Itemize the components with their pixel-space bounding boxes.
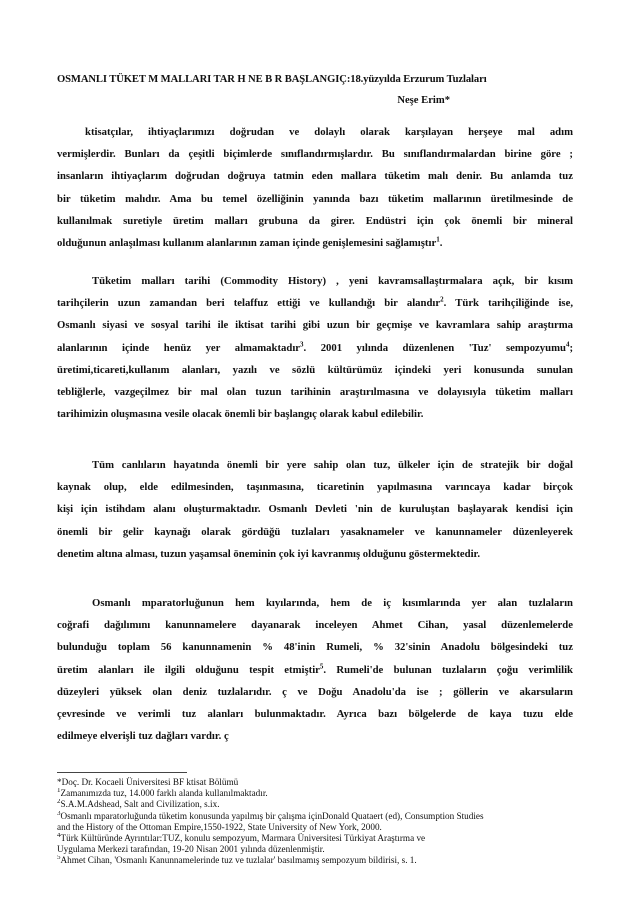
paragraph-line: Tüm canlıların hayatında önemli bir yere sahip olan tuz, ülkeler için de stratejik bir doğal [92,459,573,471]
author-name: Neşe Erim* [397,95,450,106]
paragraph-line: kaynak olup, elde edilmesinden, taşınmasına, ticaretinin yapılmasına varıncaya kadar birçok [57,481,573,494]
line-text: üretim alanları ile ilgili olduğunu tespit etmiştir [57,663,320,676]
document-title: OSMANLI TÜKET M MALLARI TAR H NE B R BAŞLANGIÇ:18.yüzyılda Erzurum Tuzlaları [57,74,487,85]
footnote: Uygulama Merkezi tarafından, 19-20 Nisan 2001 yılında düzenlenmiştir. [57,844,325,855]
footnote-ref: 2 [440,295,444,304]
paragraph-4 [57,592,573,747]
footnote [57,811,587,822]
footnote-mark: 2 [57,799,61,806]
paragraph-line [57,292,573,314]
line-text: tarihçilerin uzun zamandan beri telaffuz ettiği ve kullandığı bir alandır [57,297,441,310]
footnote-ref: 1 [436,235,440,244]
paragraph-line [57,337,573,359]
footnote-ref: 4 [565,340,570,348]
footnote-mark: 5 [57,855,61,862]
paragraph-line: coğrafi dağılımını kanunnamelere dayanarak inceleyen Ahmet Cihan, yasal düzenlemelerde [57,619,573,632]
paragraph-1 [57,121,573,254]
paragraph-line: denetim altına alması, tuzun yaşamsal öneminin çok iyi kavranmış olduğunu göstermektedir. [57,547,480,560]
paragraph-line: Tüketim malları tarihi (Commodity History) , yeni kavramsallaştırmalara açık, bir kısım [92,275,573,287]
paragraph-line: tebliğlerle, vazgeçilmez bir mal olan tuzun tarihinin araştırılmasına ve dolayısıyla tüketim malları [57,385,573,398]
line-text: alanlarının içinde henüz yer almamaktadır [57,341,301,354]
paragraph-line: vermişlerdir. Bunları da çeşitli biçimlerde sınıflandırmışlardır. Bu sınıflandırmalardan birine göre ; [57,148,573,161]
line-text: ; [569,341,573,354]
footnote [57,855,587,866]
footnote-text: Türk Kültüründe Ayrıntılar:TUZ, konulu sempozyum, Marmara Üniversitesi Türkiyat Araştırma ve [60,833,426,844]
paragraph-line: önemli bir gelir kaynağı olarak gördüğü tuzlaları yasaknameler ve kanunnameler düzenleyerek [57,525,573,538]
line-text: . 2001 yılında düzenlenen 'Tuz' sempozyumu [303,341,566,354]
paragraph-line: üretimi,ticareti,kullanım alanları, yazılı ve sözlü kültürümüz içindeki yeri konusunda sunulan [57,363,573,376]
paragraph-line [57,659,573,681]
paragraph-line: düzeyleri yüksek olan deniz tuzlalarıdır. ç ve Doğu Anadolu'da ise ; göllerin ve akarsuların [57,685,573,698]
paragraph-line: Osmanlı mparatorluğunun hem kıyılarında, hem de iç kısımlarında yer alan tuzlaların [92,597,573,609]
paragraph-line: tarihimizin oluşmasına vesile olacak önemli bir başlangıç olarak kabul edilebilir. [57,408,424,421]
paragraph-line: kullanılmak suretiyle üretim malları grubuna da girer. Endüstri için çok önemli bir mineral [57,214,573,227]
paragraph-line: bulunduğu toplam 56 kanunnamenin % 48'inin Rumeli, % 32'sinin Anadolu bölgesindeki tuz [57,641,573,654]
footnote-text: Osmanlı mparatorluğunda tüketim konusunda yapılmış bir çalışma içinDonald Quataert (ed), Consumption Studies [60,810,484,821]
paragraph-2 [57,270,573,425]
paragraph-3 [57,454,573,565]
line-text: olduğunun anlaşılması kullanım alanlarının zaman içinde genişlemesini sağlamıştır [57,236,437,249]
paragraph-line: çevresinde ve verimli tuz alanları bulunmaktadır. Ayrıca bazı bölgelerde de kaya tuzu elde [57,707,573,720]
footnote: and the History of the Ottoman Empire,1550-1922, State University of New York, 2000. [57,821,382,832]
footnote-mark: 3 [57,810,61,817]
paragraph-line: insanların ihtiyaçlarım doğrudan doğruya tatmin eden mallara tüketim malı denir. Bu anlamda tuz [57,170,573,183]
footnote-divider [57,772,187,773]
footnote-text: S.A.M.Adshead, Salt and Civilization, s.ix. [60,799,220,810]
footnote-text: Ahmet Cihan, 'Osmanlı Kanunnamelerinde tuz ve tuzlalar' basılmamış sempozyum bildirisi, s. 1. [60,855,417,866]
line-text: . Türk tarihçiliğinde ise, [443,297,573,310]
footnote [57,833,587,844]
footnote [57,799,587,810]
paragraph-line: kişi için istihdam alanı oluşturmaktadır. Osmanlı Devleti 'nin de kuruluştan başlayarak kendisi için [57,503,573,516]
footnote-mark: 4 [57,833,61,839]
footnote-mark: 1 [57,788,61,795]
paragraph-line: Osmanlı siyasi ve sosyal tarihi ile iktisat tarihi gibi uzun bir geçmişe ve kavramlara sahip araştırma [57,319,573,332]
paragraph-line: ktisatçılar, ihtiyaçlarımızı doğrudan ve dolaylı olarak karşılayan herşeye mal adım [85,126,573,138]
footnote [57,788,587,799]
paragraph-line [57,232,573,254]
footnote-ref: 3 [300,340,304,348]
paragraph-line: edilmeye elverişli tuz dağları vardır. ç [57,730,229,743]
footnote: *Doç. Dr. Kocaeli Üniversitesi BF ktisat Bölümü [57,777,239,787]
paragraph-line: bir tüketim malıdır. Ama bu temel özelliğinin yanında bazı tüketim mallarının üretilmesinde de [57,192,573,205]
footnote-text: Zamanımızda tuz, 14.000 farklı alanda kullanılmaktadır. [60,788,268,799]
footnote-ref: 5 [319,662,324,670]
line-text: . [439,236,443,249]
line-text: . Rumeli'de bulunan tuzlaların çoğu verimlilik [323,663,573,676]
footnotes [57,777,587,867]
